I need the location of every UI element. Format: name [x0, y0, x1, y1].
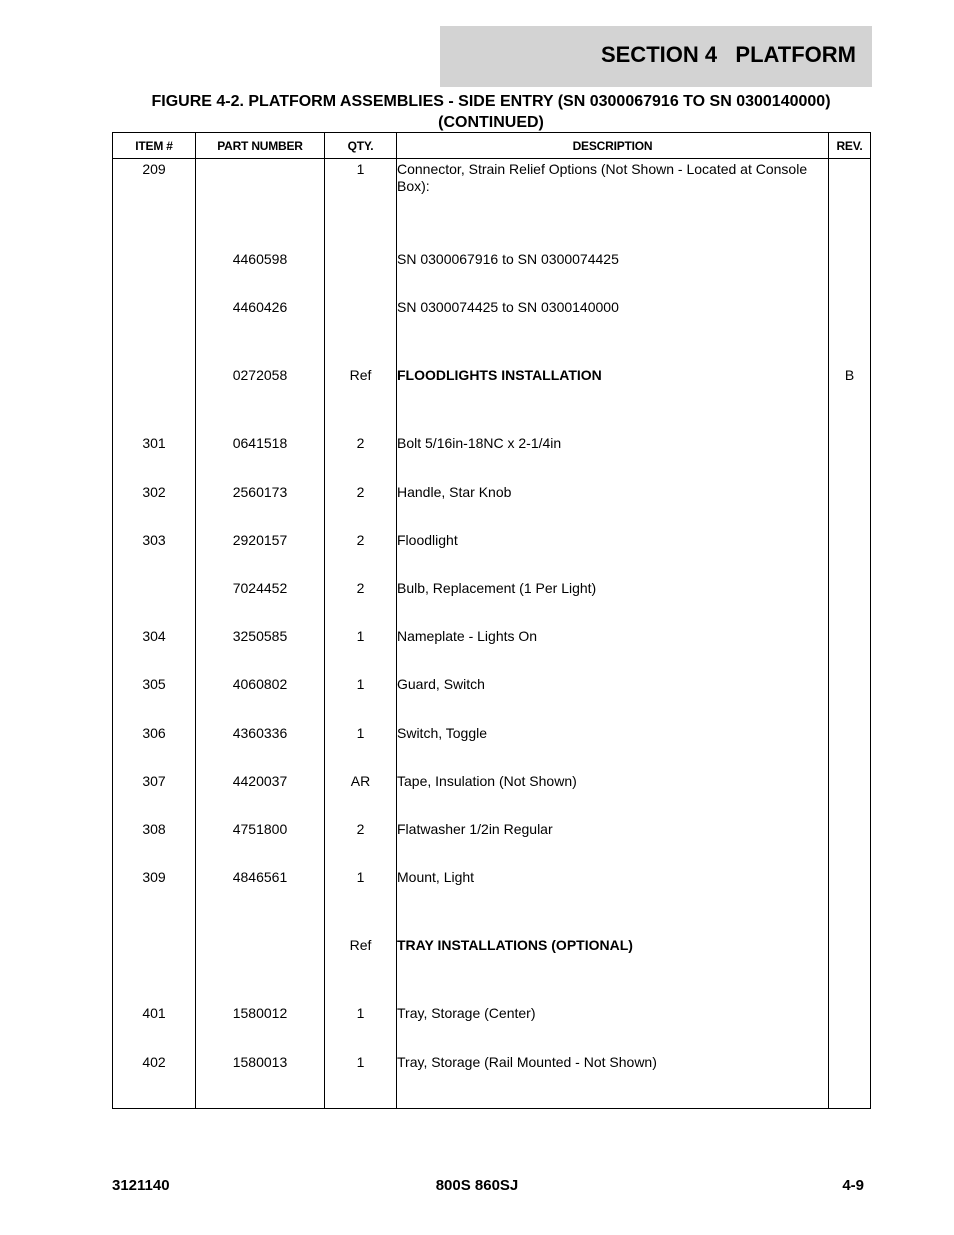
part-number-cell: 2920157: [196, 530, 325, 578]
empty-cell: [829, 413, 871, 433]
revision-cell: [829, 771, 871, 819]
item-number-cell: [113, 365, 196, 413]
revision-cell: [829, 723, 871, 771]
item-number-cell: [113, 297, 196, 345]
empty-cell: [325, 413, 397, 433]
table-row: [113, 1052, 871, 1100]
table-filler-row: [113, 1100, 871, 1109]
part-number-cell: [196, 159, 325, 249]
description-cell: Tray, Storage (Rail Mounted - Not Shown): [397, 1052, 829, 1100]
section-title: SECTION 4 PLATFORM: [600, 42, 856, 67]
empty-cell: [397, 915, 829, 935]
description-cell: Tray, Storage (Center): [397, 1003, 829, 1051]
item-number-cell: [113, 935, 196, 983]
quantity-cell: 1: [325, 626, 397, 674]
description-cell: Guard, Switch: [397, 674, 829, 722]
description-cell: Nameplate - Lights On: [397, 626, 829, 674]
revision-cell: [829, 249, 871, 297]
item-number-cell: 305: [113, 674, 196, 722]
revision-cell: [829, 1003, 871, 1051]
item-number-cell: 309: [113, 867, 196, 915]
description-cell: Mount, Light: [397, 867, 829, 915]
part-number-cell: 7024452: [196, 578, 325, 626]
description-cell: Bolt 5/16in-18NC x 2-1/4in: [397, 433, 829, 481]
item-number-cell: 302: [113, 482, 196, 530]
empty-cell: [397, 983, 829, 1003]
empty-cell: [113, 915, 196, 935]
quantity-cell: 1: [325, 867, 397, 915]
table-spacer-row: [113, 915, 871, 935]
empty-cell: [196, 983, 325, 1003]
description-cell: Bulb, Replacement (1 Per Light): [397, 578, 829, 626]
item-number-cell: 307: [113, 771, 196, 819]
table-row: [113, 723, 871, 771]
revision-cell: [829, 530, 871, 578]
quantity-cell: AR: [325, 771, 397, 819]
empty-cell: [196, 413, 325, 433]
item-number-cell: 306: [113, 723, 196, 771]
table-spacer-row: [113, 345, 871, 365]
part-number-cell: 4846561: [196, 867, 325, 915]
part-number-cell: 4460598: [196, 249, 325, 297]
table-row: [113, 626, 871, 674]
part-number-cell: [196, 935, 325, 983]
revision-cell: [829, 819, 871, 867]
quantity-cell: Ref: [325, 365, 397, 413]
quantity-cell: 2: [325, 530, 397, 578]
table-spacer-row: [113, 983, 871, 1003]
description-cell: SN 0300074425 to SN 0300140000: [397, 297, 829, 345]
description-cell: TRAY INSTALLATIONS (OPTIONAL): [397, 935, 829, 983]
table-row: [113, 578, 871, 626]
description-cell: Connector, Strain Relief Options (Not Shown - Located at Console Box):: [397, 159, 829, 249]
quantity-cell: Ref: [325, 935, 397, 983]
revision-cell: [829, 626, 871, 674]
revision-cell: [829, 935, 871, 983]
quantity-cell: 2: [325, 578, 397, 626]
description-cell: Switch, Toggle: [397, 723, 829, 771]
revision-cell: [829, 433, 871, 481]
parts-table: [112, 132, 871, 1109]
table-row: [113, 249, 871, 297]
empty-cell: [397, 413, 829, 433]
empty-cell: [829, 983, 871, 1003]
part-number-cell: 4360336: [196, 723, 325, 771]
empty-cell: [325, 345, 397, 365]
part-number-cell: 1580012: [196, 1003, 325, 1051]
footer-page-number: 4-9: [842, 1177, 864, 1194]
part-number-cell: 0641518: [196, 433, 325, 481]
revision-cell: [829, 1052, 871, 1100]
figure-title: [112, 91, 870, 133]
empty-cell: [196, 915, 325, 935]
section-header-box: [440, 26, 872, 87]
part-number-cell: 1580013: [196, 1052, 325, 1100]
empty-cell: [325, 915, 397, 935]
description-cell: FLOODLIGHTS INSTALLATION: [397, 365, 829, 413]
quantity-cell: [325, 297, 397, 345]
description-cell: Tape, Insulation (Not Shown): [397, 771, 829, 819]
part-number-cell: 4460426: [196, 297, 325, 345]
revision-cell: [829, 482, 871, 530]
description-cell: SN 0300067916 to SN 0300074425: [397, 249, 829, 297]
table-row: [113, 1003, 871, 1051]
column-header-item: ITEM #: [113, 133, 196, 159]
column-header-qty: QTY.: [325, 133, 397, 159]
empty-cell: [397, 345, 829, 365]
item-number-cell: 301: [113, 433, 196, 481]
item-number-cell: [113, 578, 196, 626]
quantity-cell: 2: [325, 433, 397, 481]
empty-cell: [829, 345, 871, 365]
column-header-rev: REV.: [829, 133, 871, 159]
column-header-description: DESCRIPTION: [397, 133, 829, 159]
revision-cell: [829, 159, 871, 249]
footer-model: 800S 860SJ: [435, 1177, 519, 1194]
footer-document-number: 3121140: [112, 1177, 170, 1194]
table-row: [113, 433, 871, 481]
description-cell: Flatwasher 1/2in Regular: [397, 819, 829, 867]
description-cell: Floodlight: [397, 530, 829, 578]
quantity-cell: 1: [325, 1003, 397, 1051]
empty-cell: [113, 345, 196, 365]
item-number-cell: 304: [113, 626, 196, 674]
quantity-cell: 2: [325, 482, 397, 530]
empty-cell: [196, 345, 325, 365]
quantity-cell: 1: [325, 159, 397, 249]
item-number-cell: 209: [113, 159, 196, 249]
table-row: [113, 935, 871, 983]
quantity-cell: 1: [325, 674, 397, 722]
table-row: [113, 819, 871, 867]
item-number-cell: 303: [113, 530, 196, 578]
table-row: [113, 365, 871, 413]
description-cell: Handle, Star Knob: [397, 482, 829, 530]
column-header-part-number: PART NUMBER: [196, 133, 325, 159]
part-number-cell: 0272058: [196, 365, 325, 413]
table-spacer-row: [113, 413, 871, 433]
revision-cell: [829, 867, 871, 915]
figure-title-line1: FIGURE 4-2. PLATFORM ASSEMBLIES - SIDE ENTRY (SN 0300067916 TO SN 0300140000): [151, 93, 831, 110]
item-number-cell: 308: [113, 819, 196, 867]
table-row: [113, 159, 871, 249]
figure-title-line2: (CONTINUED): [438, 114, 544, 131]
empty-cell: [325, 983, 397, 1003]
revision-cell: [829, 578, 871, 626]
revision-cell: B: [829, 365, 871, 413]
quantity-cell: [325, 249, 397, 297]
quantity-cell: 2: [325, 819, 397, 867]
part-number-cell: 3250585: [196, 626, 325, 674]
part-number-cell: 2560173: [196, 482, 325, 530]
table-row: [113, 482, 871, 530]
empty-cell: [113, 983, 196, 1003]
empty-cell: [113, 413, 196, 433]
table-row: [113, 297, 871, 345]
item-number-cell: [113, 249, 196, 297]
empty-cell: [829, 915, 871, 935]
table-row: [113, 771, 871, 819]
table-row: [113, 867, 871, 915]
table-header-row: [113, 133, 871, 159]
item-number-cell: 402: [113, 1052, 196, 1100]
table-row: [113, 530, 871, 578]
revision-cell: [829, 674, 871, 722]
item-number-cell: 401: [113, 1003, 196, 1051]
part-number-cell: 4060802: [196, 674, 325, 722]
part-number-cell: 4751800: [196, 819, 325, 867]
parts-table-body: [113, 159, 871, 1109]
part-number-cell: 4420037: [196, 771, 325, 819]
table-row: [113, 674, 871, 722]
revision-cell: [829, 297, 871, 345]
quantity-cell: 1: [325, 1052, 397, 1100]
quantity-cell: 1: [325, 723, 397, 771]
